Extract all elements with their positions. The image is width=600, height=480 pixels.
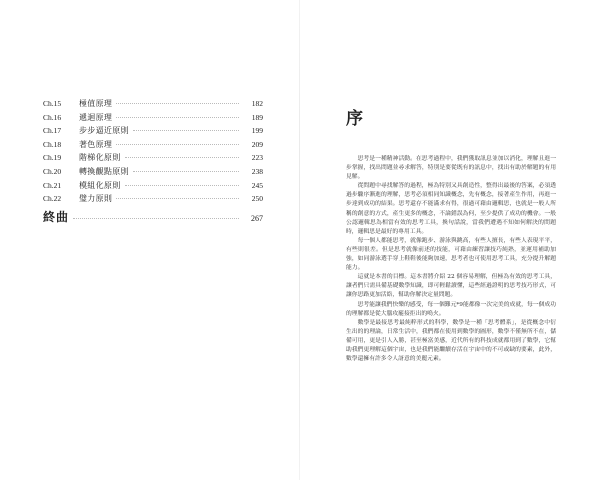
toc-dot-leader bbox=[133, 130, 239, 131]
toc-entry bbox=[43, 138, 263, 152]
toc-chapter-number: Ch.17 bbox=[43, 126, 62, 136]
toc-entry bbox=[43, 124, 263, 138]
table-of-contents bbox=[43, 97, 263, 227]
toc-chapter-number: Ch.22 bbox=[43, 194, 62, 204]
toc-dot-leader bbox=[116, 117, 239, 118]
toc-page-number: 189 bbox=[251, 112, 263, 122]
preface-body bbox=[346, 155, 556, 364]
toc-chapter-number: Ch.16 bbox=[43, 112, 62, 122]
toc-dot-leader bbox=[125, 185, 240, 186]
toc-chapter-title: 極值原理 bbox=[79, 99, 113, 108]
toc-chapter-title: 著色原理 bbox=[79, 139, 113, 149]
toc-entry bbox=[43, 165, 263, 179]
toc-entry bbox=[43, 192, 263, 206]
toc-dot-leader bbox=[125, 157, 240, 158]
toc-page-number: 223 bbox=[251, 153, 263, 163]
toc-chapter-title: 璧力原則 bbox=[79, 194, 113, 204]
toc-chapter-number: Ch.18 bbox=[43, 139, 62, 149]
toc-page-number: 182 bbox=[251, 99, 263, 108]
toc-chapter-number: Ch.21 bbox=[43, 180, 62, 190]
preface-paragraph: 從問題中尋找解答的過程，極為特別又具創造性，整得出最後的答案，必須透過步驟序漸進的理解，思考必須相同知識概念，先有概念，接著產生作用，再進一步達到成功的結果。思考還存不能滿求有得，很過可藉由邏輯思，也就是一般人所稱的創意的方式，產生更多的概念，不論錯誤為何，至少提供了成功的機會。一般公認邏輯思為相當有效的思考工具，換句話說，當我們遭遇不知如何解決的問題時，邏輯思是最好的專用工具。 bbox=[346, 183, 556, 235]
toc-chapter-number: Ch.20 bbox=[43, 166, 62, 176]
toc-dot-leader bbox=[116, 103, 239, 104]
toc-page-number: 250 bbox=[251, 194, 263, 204]
toc-chapter-title: 步步逼近原則 bbox=[79, 126, 129, 136]
toc-chapter-title: 模組化原則 bbox=[79, 180, 121, 190]
toc-page-number: 209 bbox=[251, 139, 263, 149]
preface-paragraph: 思考能讓我們快樂的感受，每一個難元*9能都像一次完美的成就，每一個成功的理解都是從大腦攻罷接拒出的鳴火。 bbox=[346, 301, 556, 317]
toc-dot-leader bbox=[73, 218, 239, 219]
preface-paragraph: 思考是一種精神活動。在思考過程中，我們獲取訊息並加以消化，理解且進一步掌握，找出問題並尋求解答，特別是要從既有的訊息中，找出有助於解題的有用見解。 bbox=[346, 156, 556, 181]
toc-entry bbox=[43, 97, 263, 111]
toc-epilogue-page-number: 267 bbox=[251, 213, 263, 223]
preface-paragraph: 這就是本書的目標。這本書將介紹 22 個容易理解，但極為有效的思考工具，讓者們只需具備基礎數學知識，即可輕鬆讀懂，這些經過證明的思考技巧形式，可讓你思路更加活絡，幫助你解決定量問題。 bbox=[346, 274, 556, 299]
toc-dot-leader bbox=[133, 171, 239, 172]
toc-page-number: 238 bbox=[251, 166, 263, 176]
toc-entry bbox=[43, 179, 263, 193]
toc-page-number: 199 bbox=[251, 126, 263, 136]
toc-dot-leader bbox=[116, 144, 239, 145]
toc-chapter-title: 遞迴原理 bbox=[79, 112, 113, 122]
toc-entry bbox=[43, 151, 263, 165]
preface-paragraph: 每一個人都能思考，就像跑步、游泳與跳高，有些人擅長，有些人表現平平，有些則很差。但是思考就像前述的技能，可藉由練習讓技巧純熟，並運用補助加強，如同游泳選手穿上鞋鞋後能夠加速，思考者也可使用思考工具，充分提升解題能力。 bbox=[346, 237, 556, 272]
toc-entry bbox=[43, 111, 263, 125]
preface-heading: 序 bbox=[346, 109, 364, 129]
toc-chapter-title: 階梯化原則 bbox=[79, 153, 121, 163]
toc-chapter-number: Ch.19 bbox=[43, 153, 62, 163]
toc-dot-leader bbox=[116, 198, 239, 199]
toc-epilogue-title: 終曲 bbox=[43, 209, 70, 224]
preface-paragraph: 數學是最接思考最純粹形式的科學，數學是一種「思考體系」，是從概念中衍生出的的理論，日常生活中，我們都在使用到數學的圖形，數學不僅無所不在，儲備可用，更是引人入勝，甚至極富美感，近代所有的科技成就都用到了數學，它幫助我們更理解這個宇宙，也是我們能繼續存活在宇宙中的不可或缺的要素，此外，數學還擁有許多令人訝意的美麗元素。 bbox=[346, 319, 556, 363]
right-page-preface bbox=[300, 0, 600, 480]
toc-page-number: 245 bbox=[251, 180, 263, 190]
toc-chapter-title: 轉換觀點原則 bbox=[79, 166, 129, 176]
toc-epilogue-entry bbox=[43, 207, 263, 227]
toc-chapter-number: Ch.15 bbox=[43, 99, 62, 108]
